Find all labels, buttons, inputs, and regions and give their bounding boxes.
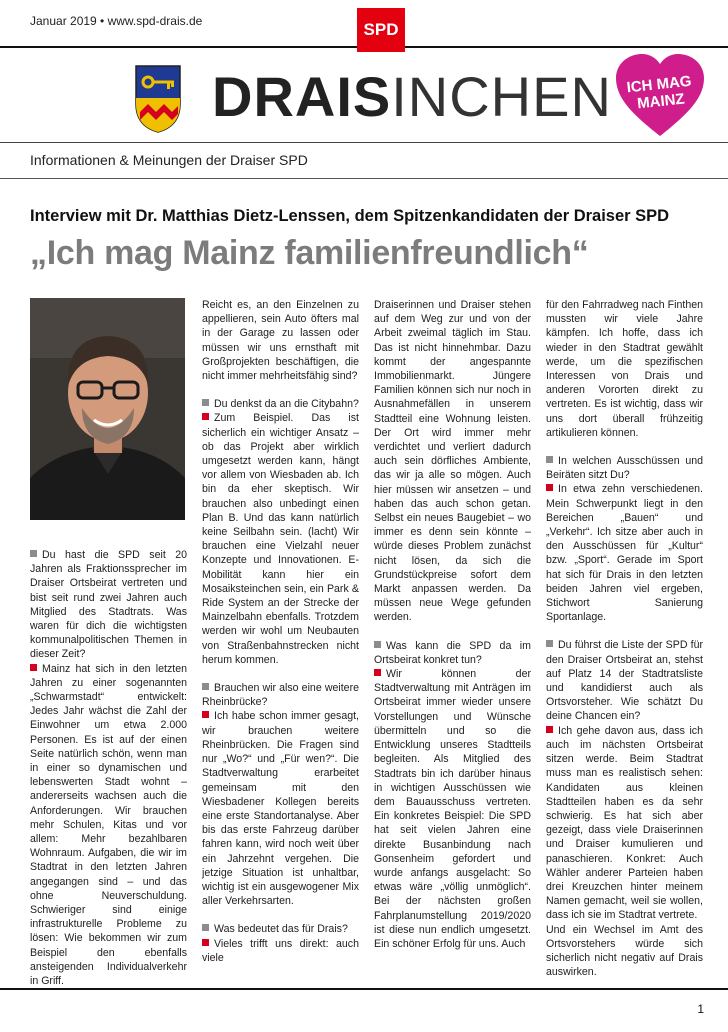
date-and-website: Januar 2019 • www.spd-drais.de <box>30 14 203 28</box>
interview-question: Was kann die SPD da im Ortsbeirat konkret tun? <box>374 639 531 666</box>
article-paragraph: Draiserinnen und Draiser stehen auf dem Weg zur und von der Arbeit zweimal täglich im Stau. Das ist nicht hinnehmbar. Dazu kommt der angespannte Immobilienmarkt. Jüngere Familien können sich nur noch in Ausnahmefällen in unserem Stadtteil eine Wohnung leisten. Der Ort wird immer mehr verdichtet und verliert dadurch auch sein dörfliches Ambiente, das wir ja alle so mögen. Auch hier müssen wir ansetzen – und haben das auch schon getan. Selbst ein neues Baugebiet – wo immer es denn sein könnte – würde dieses Problem zunächst nicht lösen, da sich die Grundstückpreise sofort dem Markt anpassen werden. Da müssen neue Wege gefunden werden. <box>374 299 531 624</box>
interview-question: Du führst die Liste der SPD für den Draiser Ortsbeirat an, stehst auf Platz 14 der Stadtratsliste und kandidierst auch als Ortsvorsteher. Wie schätzt Du deine Chancen ein? <box>546 639 703 723</box>
newspaper-masthead <box>212 60 612 134</box>
interview-question: Was bedeutet das für Drais? <box>202 922 359 936</box>
interview-answer: Zum Beispiel. Das ist sicherlich ein wichtiger Ansatz – ob das Projekt aber wirklich umgesetzt werden kann, hängt vor allem von Wiesbaden ab. Ich bin da eher skeptisch. Wir brauchen also unbedingt einen Plan B. Und das kann natürlich keine Seilbahn sein. (lacht) Wir brauchen eine Vielzahl neuer Konzepte und Innovationen. E-Mobilität kann hier ein Mosaiksteinchen sein, ein Park & Ride System an der Strecke der Mainzelbahn ebenfalls. Trotzdem werden wir wohl um Neubauten von Straßenbahnstrecken nicht herum kommen. <box>202 412 359 666</box>
page-number: 1 <box>697 1002 704 1016</box>
interview-question: Du denkst da an die Citybahn? <box>202 397 359 411</box>
article-column-4 <box>546 298 703 979</box>
interview-question: In welchen Ausschüssen und Beiräten sitzt Du? <box>546 455 703 482</box>
article-paragraph: für den Fahrradweg nach Finthen mussten wir viele Jahre kämpfen. Ich hoffe, dass ich wieder in den Stadtrat gewählt werde, um die spezifischen Interessen von Drais und anderen Vororten direkt zu vertreten. Es ist wichtig, dass wir uns dort überall frühzeitig artikulieren können. <box>546 299 703 439</box>
subtitle-rule <box>0 178 728 179</box>
article-headline: „Ich mag Mainz familienfreundlich“ <box>30 234 589 272</box>
subtitle: Informationen & Meinungen der Draiser SPD <box>30 152 308 168</box>
portrait-photo <box>30 298 185 520</box>
interview-answer: Vieles trifft uns direkt: auch viele <box>202 937 359 964</box>
footer-rule <box>0 988 728 990</box>
drais-coat-of-arms-icon <box>134 64 182 134</box>
interview-question: Brauchen wir also eine weitere Rheinbrücke? <box>202 682 359 709</box>
interview-answer: In etwa zehn verschiedenen. Mein Schwerpunkt liegt in den Bereichen „Bauen“ und „Verkehr“. Ich sitze aber auch in den Ausschüssen für „Kultur“ bzw. „Sport“. Gerade im Sport hat sich für Drais in den letzten beiden Jahren viel ergeben, Stichwort Sanierung Sportanlage. <box>546 483 703 624</box>
article-paragraph: Und ein Wechsel im Amt des Ortsvorstehers würde sich sicherlich nicht negativ auf Drais auswirken. <box>546 923 703 979</box>
article-column-3 <box>374 298 531 951</box>
article-column-2 <box>202 298 359 965</box>
masthead-rule <box>0 142 728 143</box>
article-column-1 <box>30 534 187 988</box>
masthead-light: INCHEN <box>391 65 612 128</box>
masthead-bold: DRAIS <box>212 65 392 128</box>
interview-answer: Wir können der Stadtverwaltung mit Anträgen im Ortsbeirat immer wieder unsere Vorstellungen und Wünsche übermitteln und so die Entwicklung unseres Stadtteils begleiten. Als Mitglied des Stadtrats bin ich darüber hinaus in wichtigen Ausschüssen wie dem Bauausschuss vertreten. Ein konkretes Beispiel: Die SPD hat seit vielen Jahren eine direkte Busanbindung nach Gonsenheim gefordert und wurde anfangs ausgelacht: So etwas wäre „völlig unmöglich“. Bei der nächsten großen Fahrplanumstellung 2019/2020 ist diese nun endlich umgesetzt. Ein schöner Erfolg für uns. Auch <box>374 668 531 950</box>
interview-kicker: Interview mit Dr. Matthias Dietz-Lenssen, dem Spitzenkandidaten der Draiser SPD <box>30 207 670 225</box>
interview-answer: Mainz hat sich in den letzten Jahren zu einer sogenannten „Schwarmstadt“ entwickelt: Jedes Jahr wächst die Zahl der Einwohner um etwa 2.000 Personen. Es ist auf der einen Seite natürlich schön, wenn man in einer so dynamischen und lebenswerten Stadt wohnt – andererseits wachsen auch die Anforderungen. Wir brauchen mehr Schulen, Kitas und vor allem: Mehr bezahlbaren Wohnraum. Aufgaben, die wir im Stadtrat in den letzten Jahren angegangen sind – und das ohne Neuverschuldung. Schwieriger sind einige infrastrukturelle Probleme zu lösen: Wie bekommen wir zum Beispiel den ebenfalls ansteigenden Individualverkehr in Griff. <box>30 662 187 988</box>
spd-logo: SPD <box>357 8 405 52</box>
interview-answer: Ich gehe davon aus, dass ich auch im nächsten Ortsbeirat sitzen werde. Beim Stadtrat muss man es realistisch sehen: Kandidaten aus kleinen Stadtteilen haben es da sehr schwierig. Es hat sich aber gezeigt, dass viele Draiserinnen und Draiser kumulieren und panaschieren. Konkret: Auch Wähler anderer Parteien haben drei Kreuzchen hinter meinem Namen gemacht, weil sie wollen, dass ich sie im Stadtrat vertrete. <box>546 724 703 922</box>
interview-answer: Ich habe schon immer gesagt, wir brauchen weitere Rheinbrücken. Die Fragen sind nur „Wo?“ und „Für wen?“. Die Stadtverwaltung erarbeitet gemeinsam mit den Wiesbadener Kollegen bereits eine erste Standortanalyse. Aber bis das erste Fahrzeug darüber fahren kann, wird noch weit über ein Jahrzehnt vergehen. Die jetzige Situation ist unhaltbar, wichtig ist ein ausgewogener Mix aller Verkehrsarten. <box>202 710 359 908</box>
article-paragraph: Reicht es, an den Einzelnen zu appellieren, sein Auto öfters mal in der Garage zu lassen oder müssen wir uns ernsthaft mit Großprojekten beschäftigen, die nicht immer mehrheitsfähig sind? <box>202 299 359 383</box>
interview-question: Du hast die SPD seit 20 Jahren als Fraktionssprecher im Draiser Ortsbeirat vertreten und bist seit rund zwei Jahren auch Mitglied des Stadtrats. Was waren für dich die wichtigsten kommunalpolitischen Themen in dieser Zeit? <box>30 549 187 661</box>
ich-mag-mainz-badge: ICH MAG MAINZ <box>625 72 693 113</box>
